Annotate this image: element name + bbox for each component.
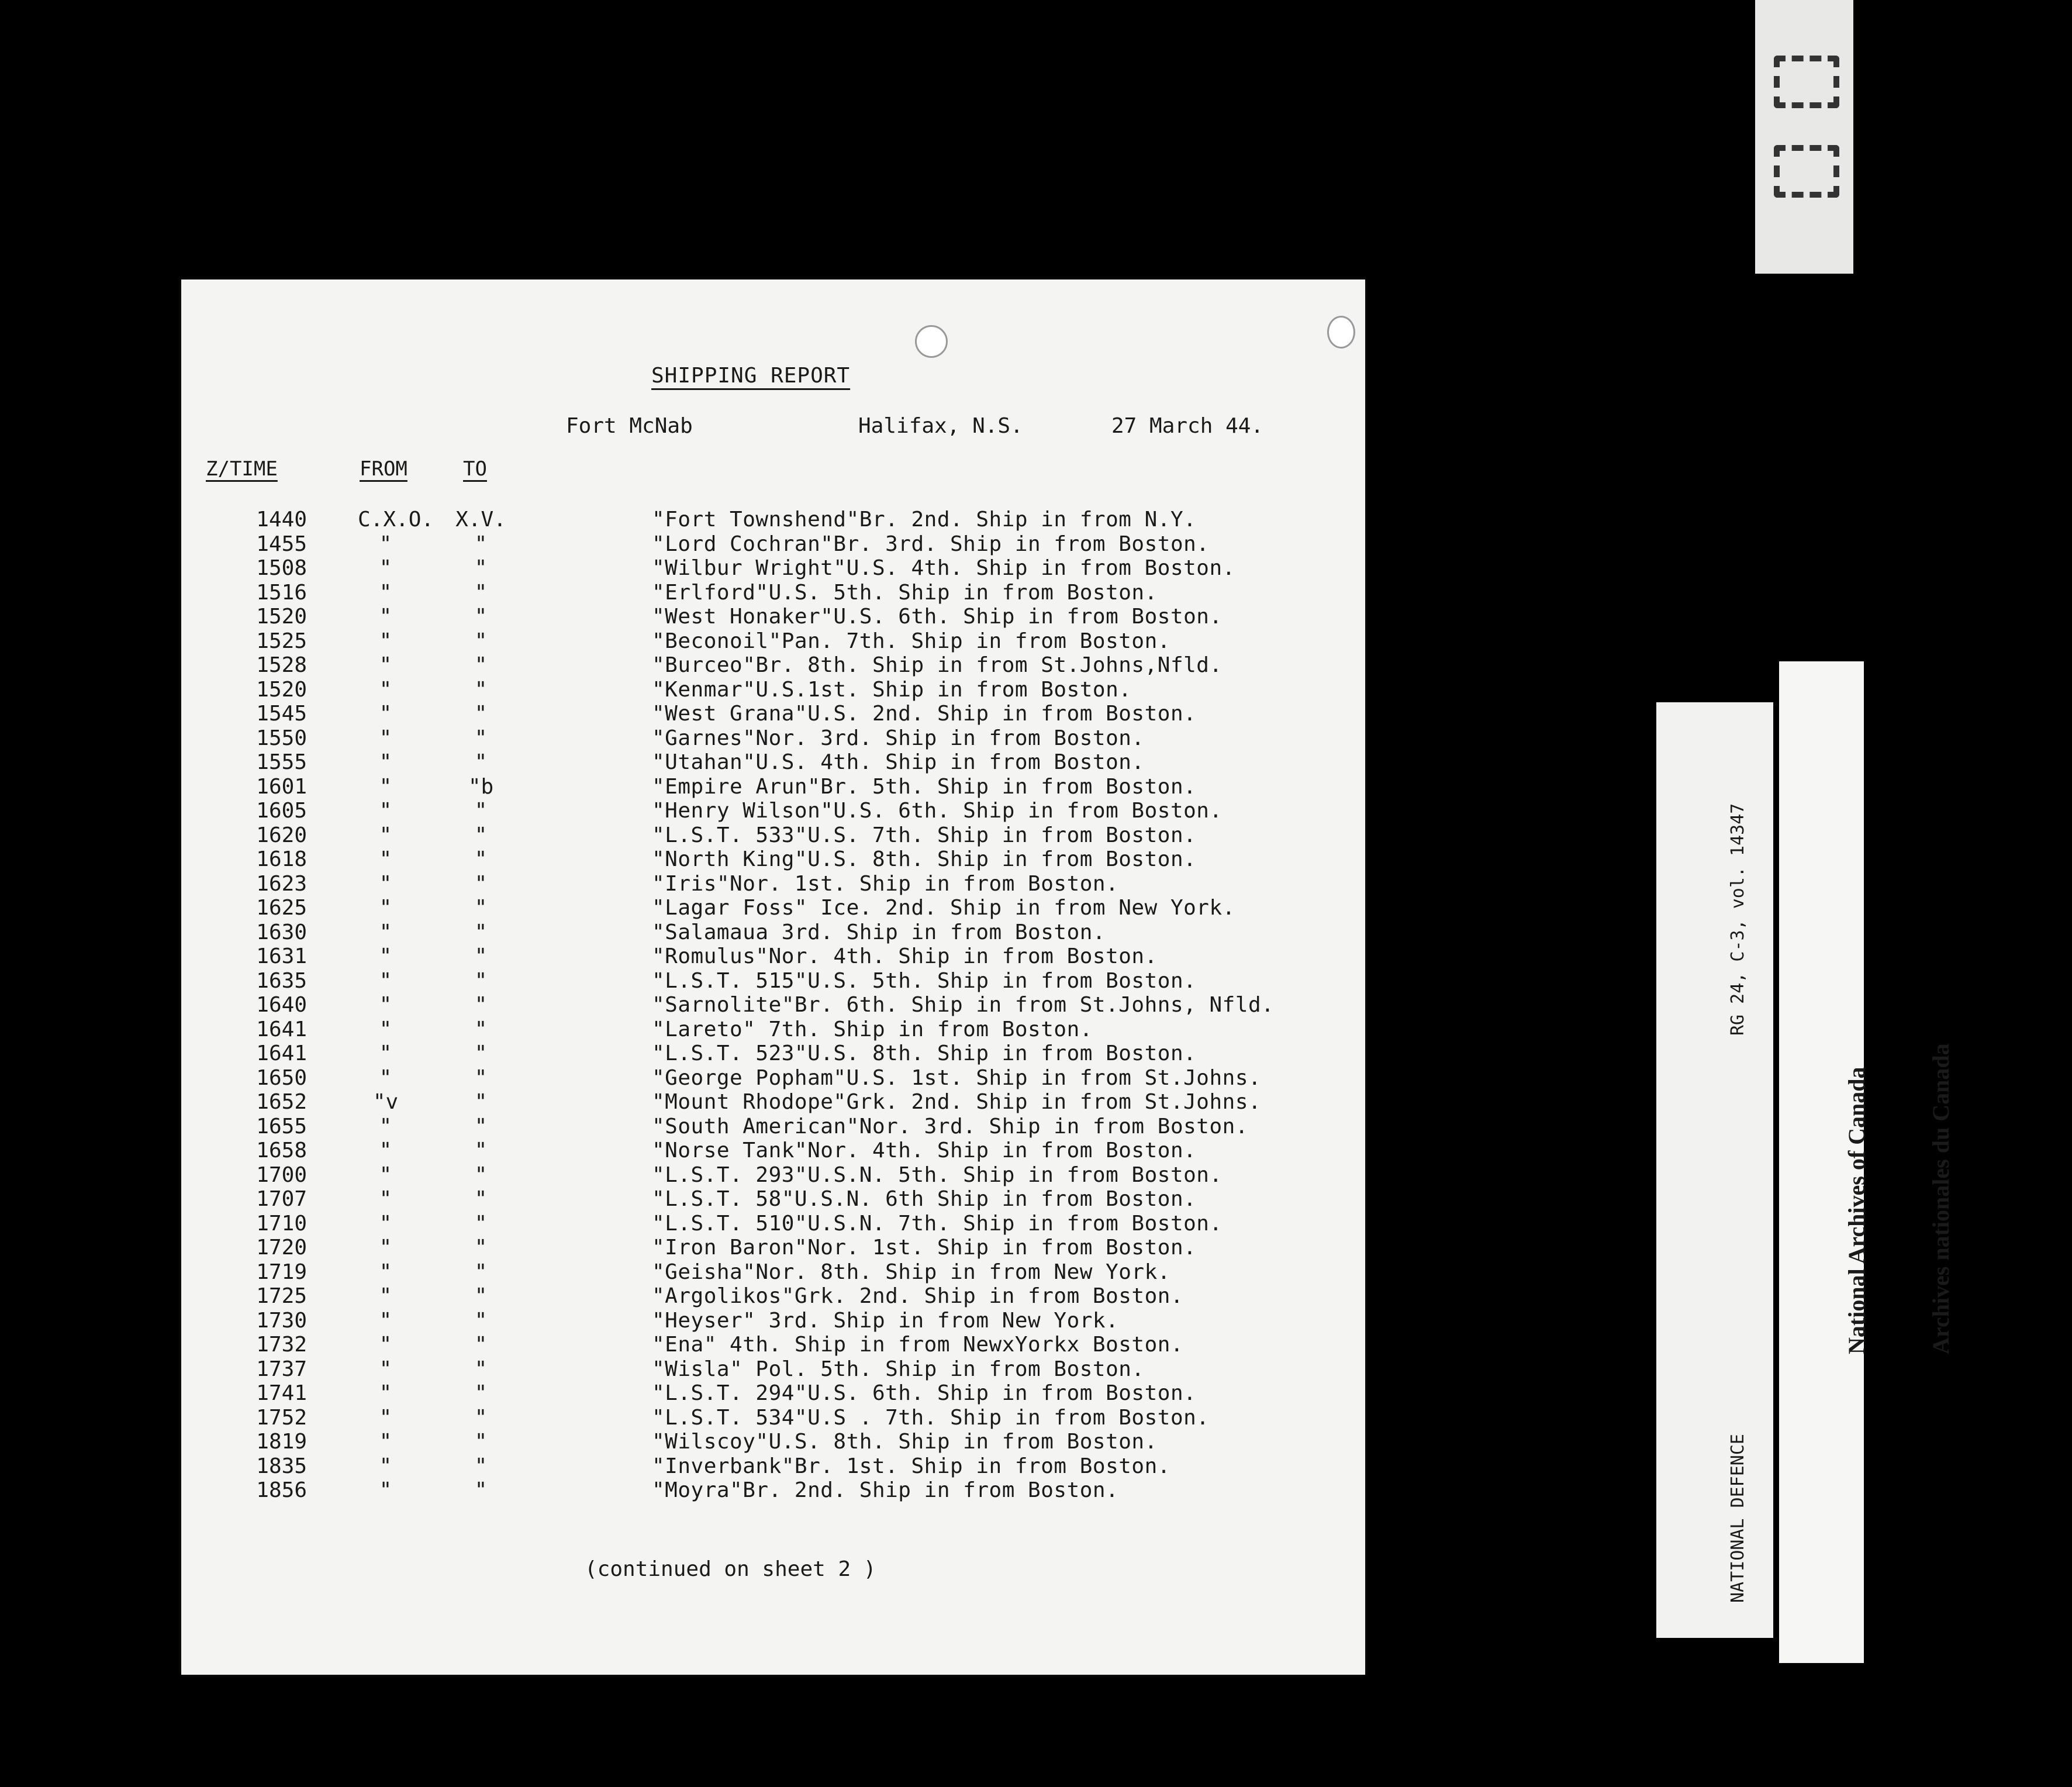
reference-text: RG 24, C-3, vol. 14347 xyxy=(1728,803,1748,1036)
punch-hole xyxy=(1327,316,1355,349)
row-description: "Wilbur Wright"U.S. 4th. Ship in from Boston. xyxy=(652,556,1235,580)
row-description: "George Popham"U.S. 1st. Ship in from St.Johns. xyxy=(652,1065,1262,1090)
table-row xyxy=(181,1333,1365,1357)
table-row xyxy=(181,1478,1365,1503)
row-from: " xyxy=(379,605,392,629)
table-row xyxy=(181,799,1365,823)
row-description: "Sarnolite"Br. 6th. Ship in from St.Johns, Nfld. xyxy=(652,993,1275,1017)
row-description: "West Honaker"U.S. 6th. Ship in from Boston. xyxy=(652,605,1223,629)
row-to: " xyxy=(474,920,488,944)
row-to: " xyxy=(474,1114,488,1139)
row-time: 1620 xyxy=(256,823,307,847)
row-time: 1520 xyxy=(256,677,307,702)
row-to: " xyxy=(474,532,488,556)
row-time: 1516 xyxy=(256,580,307,605)
row-description: "Salamaua 3rd. Ship in from Boston. xyxy=(652,920,1106,944)
station-name: Fort McNab xyxy=(566,414,693,438)
row-description: "Romulus"Nor. 4th. Ship in from Boston. xyxy=(652,944,1158,968)
row-description: "Iron Baron"Nor. 1st. Ship in from Boston. xyxy=(652,1236,1197,1260)
row-from: " xyxy=(379,1405,392,1430)
row-from: " xyxy=(379,847,392,871)
row-from: C.X.O. xyxy=(358,508,434,532)
table-row xyxy=(181,1236,1365,1260)
row-description: "L.S.T. 523"U.S. 8th. Ship in from Boston. xyxy=(652,1041,1197,1065)
row-from: " xyxy=(379,1284,392,1308)
table-row xyxy=(181,1357,1365,1382)
table-row xyxy=(181,1260,1365,1285)
table-row xyxy=(181,896,1365,920)
row-to: " xyxy=(474,1381,488,1405)
table-row xyxy=(181,750,1365,775)
row-from: " xyxy=(379,1065,392,1090)
row-to: " xyxy=(474,556,488,580)
table-row xyxy=(181,653,1365,678)
row-time: 1641 xyxy=(256,1017,307,1041)
row-description: "L.S.T. 510"U.S.N. 7th. Ship in from Boston. xyxy=(652,1211,1223,1236)
row-to: " xyxy=(474,1211,488,1236)
row-to: " xyxy=(474,1162,488,1187)
index-tab xyxy=(1755,0,1853,274)
row-from: " xyxy=(379,1139,392,1162)
row-from: " xyxy=(379,1381,392,1405)
row-time: 1719 xyxy=(256,1260,307,1284)
table-row xyxy=(181,1454,1365,1479)
row-description: "West Grana"U.S. 2nd. Ship in from Boston. xyxy=(652,702,1197,726)
row-from: " xyxy=(379,1211,392,1236)
row-description: "Norse Tank"Nor. 4th. Ship in from Boston. xyxy=(652,1139,1197,1162)
table-row xyxy=(181,1115,1365,1139)
row-to: " xyxy=(474,1333,488,1357)
row-to: " xyxy=(474,677,488,702)
row-from: " xyxy=(379,1478,392,1502)
row-to: " xyxy=(474,702,488,726)
table-row xyxy=(181,1017,1365,1042)
table-row xyxy=(181,1090,1365,1115)
row-to: "b xyxy=(468,774,494,799)
row-time: 1752 xyxy=(256,1405,307,1430)
row-time: 1700 xyxy=(256,1162,307,1187)
row-time: 1720 xyxy=(256,1236,307,1260)
row-description: "Utahan"U.S. 4th. Ship in from Boston. xyxy=(652,750,1145,774)
table-row xyxy=(181,872,1365,896)
row-from: " xyxy=(379,1162,392,1187)
row-description: "Iris"Nor. 1st. Ship in from Boston. xyxy=(652,871,1119,896)
row-description: "Erlford"U.S. 5th. Ship in from Boston. xyxy=(652,580,1158,605)
row-description: "Argolikos"Grk. 2nd. Ship in from Boston. xyxy=(652,1284,1184,1308)
row-from: " xyxy=(379,1333,392,1357)
row-description: "Ena" 4th. Ship in from NewxYorkx Boston. xyxy=(652,1333,1184,1357)
place-name: Halifax, N.S. xyxy=(858,414,1023,438)
document-sheet xyxy=(181,280,1365,1675)
table-row xyxy=(181,775,1365,799)
row-time: 1730 xyxy=(256,1308,307,1333)
row-to: " xyxy=(474,653,488,677)
row-to: " xyxy=(474,750,488,774)
row-to: " xyxy=(474,1405,488,1430)
table-row xyxy=(181,1309,1365,1333)
row-to: " xyxy=(474,605,488,629)
row-description: "Lareto" 7th. Ship in from Boston. xyxy=(652,1017,1093,1041)
row-to: " xyxy=(474,1017,488,1041)
row-to: " xyxy=(474,799,488,823)
row-from: " xyxy=(379,702,392,726)
row-time: 1623 xyxy=(256,871,307,896)
row-description: "Fort Townshend"Br. 2nd. Ship in from N.Y. xyxy=(652,508,1197,532)
row-time: 1630 xyxy=(256,920,307,944)
row-description: "Wisla" Pol. 5th. Ship in from Boston. xyxy=(652,1357,1145,1381)
row-time: 1528 xyxy=(256,653,307,677)
row-to: " xyxy=(474,1454,488,1478)
row-from: " xyxy=(379,774,392,799)
table-row xyxy=(181,532,1365,557)
row-from: " xyxy=(379,896,392,920)
row-time: 1819 xyxy=(256,1430,307,1454)
table-row xyxy=(181,1163,1365,1188)
row-time: 1650 xyxy=(256,1065,307,1090)
report-title: SHIPPING REPORT xyxy=(651,364,851,388)
row-description: "L.S.T. 533"U.S. 7th. Ship in from Boston. xyxy=(652,823,1197,847)
row-from: " xyxy=(379,1357,392,1381)
table-row xyxy=(181,678,1365,702)
row-from: " xyxy=(379,993,392,1017)
row-time: 1732 xyxy=(256,1333,307,1357)
row-from: " xyxy=(379,1114,392,1139)
table-row xyxy=(181,1284,1365,1309)
row-time: 1455 xyxy=(256,532,307,556)
row-to: " xyxy=(474,1357,488,1381)
table-row xyxy=(181,1381,1365,1406)
table-row xyxy=(181,993,1365,1017)
row-time: 1625 xyxy=(256,896,307,920)
punch-hole xyxy=(915,325,948,358)
row-to: " xyxy=(474,993,488,1017)
table-row xyxy=(181,920,1365,945)
row-from: " xyxy=(379,920,392,944)
row-to: " xyxy=(474,1284,488,1308)
row-time: 1545 xyxy=(256,702,307,726)
row-from: " xyxy=(379,1260,392,1284)
row-time: 1707 xyxy=(256,1187,307,1211)
row-description: "Empire Arun"Br. 5th. Ship in from Boston. xyxy=(652,774,1197,799)
row-description: "Geisha"Nor. 8th. Ship in from New York. xyxy=(652,1260,1170,1284)
tab-mark-icon xyxy=(1774,56,1839,108)
row-to: " xyxy=(474,847,488,871)
row-from: " xyxy=(379,1308,392,1333)
row-description: "Inverbank"Br. 1st. Ship in from Boston. xyxy=(652,1454,1170,1478)
continuation-note: (continued on sheet 2 ) xyxy=(585,1557,876,1581)
department-text: NATIONAL DEFENCE xyxy=(1728,1434,1748,1603)
row-description: "Henry Wilson"U.S. 6th. Ship in from Boston. xyxy=(652,799,1223,823)
row-time: 1550 xyxy=(256,726,307,750)
row-description: "L.S.T. 293"U.S.N. 5th. Ship in from Boston. xyxy=(652,1162,1223,1187)
report-date: 27 March 44. xyxy=(1111,414,1264,438)
row-description: "L.S.T. 534"U.S . 7th. Ship in from Boston. xyxy=(652,1405,1210,1430)
row-to: " xyxy=(474,896,488,920)
row-from: " xyxy=(379,871,392,896)
row-to: " xyxy=(474,1260,488,1284)
row-description: "Lagar Foss" Ice. 2nd. Ship in from New York. xyxy=(652,896,1235,920)
tab-mark-icon xyxy=(1774,145,1839,198)
table-row xyxy=(181,1041,1365,1066)
table-row xyxy=(181,605,1365,629)
table-row xyxy=(181,1430,1365,1454)
row-description: "L.S.T. 58"U.S.N. 6th Ship in from Boston. xyxy=(652,1187,1197,1211)
row-description: "Kenmar"U.S.1st. Ship in from Boston. xyxy=(652,677,1132,702)
row-time: 1710 xyxy=(256,1211,307,1236)
row-from: " xyxy=(379,556,392,580)
row-time: 1508 xyxy=(256,556,307,580)
row-to: " xyxy=(474,1478,488,1502)
table-row xyxy=(181,823,1365,848)
row-description: "North King"U.S. 8th. Ship in from Boston. xyxy=(652,847,1197,871)
row-to: " xyxy=(474,1139,488,1162)
row-from: " xyxy=(379,629,392,653)
row-description: "Lord Cochran"Br. 3rd. Ship in from Boston. xyxy=(652,532,1210,556)
table-row xyxy=(181,629,1365,654)
row-from: " xyxy=(379,1041,392,1065)
table-row xyxy=(181,1187,1365,1212)
row-description: "Moyra"Br. 2nd. Ship in from Boston. xyxy=(652,1478,1119,1502)
report-rows xyxy=(181,508,1365,1503)
row-description: "Wilscoy"U.S. 8th. Ship in from Boston. xyxy=(652,1430,1158,1454)
table-row xyxy=(181,944,1365,969)
table-row xyxy=(181,702,1365,726)
row-time: 1555 xyxy=(256,750,307,774)
row-from: " xyxy=(379,944,392,968)
row-to: " xyxy=(474,726,488,750)
header-time: Z/TIME xyxy=(206,457,278,481)
row-time: 1741 xyxy=(256,1381,307,1405)
row-to: " xyxy=(474,1308,488,1333)
header-to: TO xyxy=(463,457,487,481)
row-to: " xyxy=(474,1041,488,1065)
row-time: 1440 xyxy=(256,508,307,532)
row-from: " xyxy=(379,532,392,556)
archives-strip xyxy=(1779,661,1954,1663)
table-row xyxy=(181,556,1365,581)
row-time: 1520 xyxy=(256,605,307,629)
row-to: " xyxy=(474,968,488,993)
row-description: "Heyser" 3rd. Ship in from New York. xyxy=(652,1308,1119,1333)
row-to: " xyxy=(474,823,488,847)
row-from: " xyxy=(379,750,392,774)
row-to: " xyxy=(474,629,488,653)
row-to: " xyxy=(474,1236,488,1260)
row-time: 1856 xyxy=(256,1478,307,1502)
row-time: 1605 xyxy=(256,799,307,823)
row-from: " xyxy=(379,580,392,605)
row-to: " xyxy=(474,1065,488,1090)
table-row xyxy=(181,726,1365,751)
row-time: 1635 xyxy=(256,968,307,993)
table-row xyxy=(181,969,1365,993)
row-from: " xyxy=(379,968,392,993)
row-to: " xyxy=(474,1187,488,1211)
row-from: " xyxy=(379,1236,392,1260)
row-time: 1525 xyxy=(256,629,307,653)
table-row xyxy=(181,1066,1365,1091)
row-to: " xyxy=(474,1090,488,1114)
row-from: " xyxy=(379,726,392,750)
row-from: " xyxy=(379,677,392,702)
row-from: " xyxy=(379,799,392,823)
row-time: 1737 xyxy=(256,1357,307,1381)
row-to: " xyxy=(474,871,488,896)
row-from: " xyxy=(379,1017,392,1041)
row-description: "Burceo"Br. 8th. Ship in from St.Johns,Nfld. xyxy=(652,653,1223,677)
row-description: "L.S.T. 515"U.S. 5th. Ship in from Boston. xyxy=(652,968,1197,993)
row-from: " xyxy=(379,1454,392,1478)
row-to: " xyxy=(474,1430,488,1454)
header-from: FROM xyxy=(360,457,408,481)
row-time: 1725 xyxy=(256,1284,307,1308)
table-row xyxy=(181,508,1365,532)
table-row xyxy=(181,1139,1365,1163)
archives-name: National Archives of Canada Archives nationales du Canada xyxy=(1843,1043,1954,1354)
table-row xyxy=(181,581,1365,605)
row-from: "v xyxy=(372,1090,399,1114)
table-row xyxy=(181,1212,1365,1236)
row-description: "Beconoil"Pan. 7th. Ship in from Boston. xyxy=(652,629,1170,653)
row-time: 1652 xyxy=(256,1090,307,1114)
row-time: 1601 xyxy=(256,774,307,799)
row-description: "Mount Rhodope"Grk. 2nd. Ship in from St.Johns. xyxy=(652,1090,1262,1114)
table-row xyxy=(181,1406,1365,1430)
row-time: 1631 xyxy=(256,944,307,968)
row-time: 1618 xyxy=(256,847,307,871)
row-from: " xyxy=(379,1187,392,1211)
row-time: 1655 xyxy=(256,1114,307,1139)
row-from: " xyxy=(379,823,392,847)
row-time: 1640 xyxy=(256,993,307,1017)
row-from: " xyxy=(379,653,392,677)
row-time: 1658 xyxy=(256,1139,307,1162)
row-time: 1641 xyxy=(256,1041,307,1065)
reference-strip xyxy=(1656,702,1773,1638)
row-to: " xyxy=(474,580,488,605)
row-description: "South American"Nor. 3rd. Ship in from Boston. xyxy=(652,1114,1248,1139)
row-from: " xyxy=(379,1430,392,1454)
row-to: " xyxy=(474,944,488,968)
row-description: "Garnes"Nor. 3rd. Ship in from Boston. xyxy=(652,726,1145,750)
row-time: 1835 xyxy=(256,1454,307,1478)
row-description: "L.S.T. 294"U.S. 6th. Ship in from Boston. xyxy=(652,1381,1197,1405)
row-to: X.V. xyxy=(455,508,506,532)
table-row xyxy=(181,847,1365,872)
